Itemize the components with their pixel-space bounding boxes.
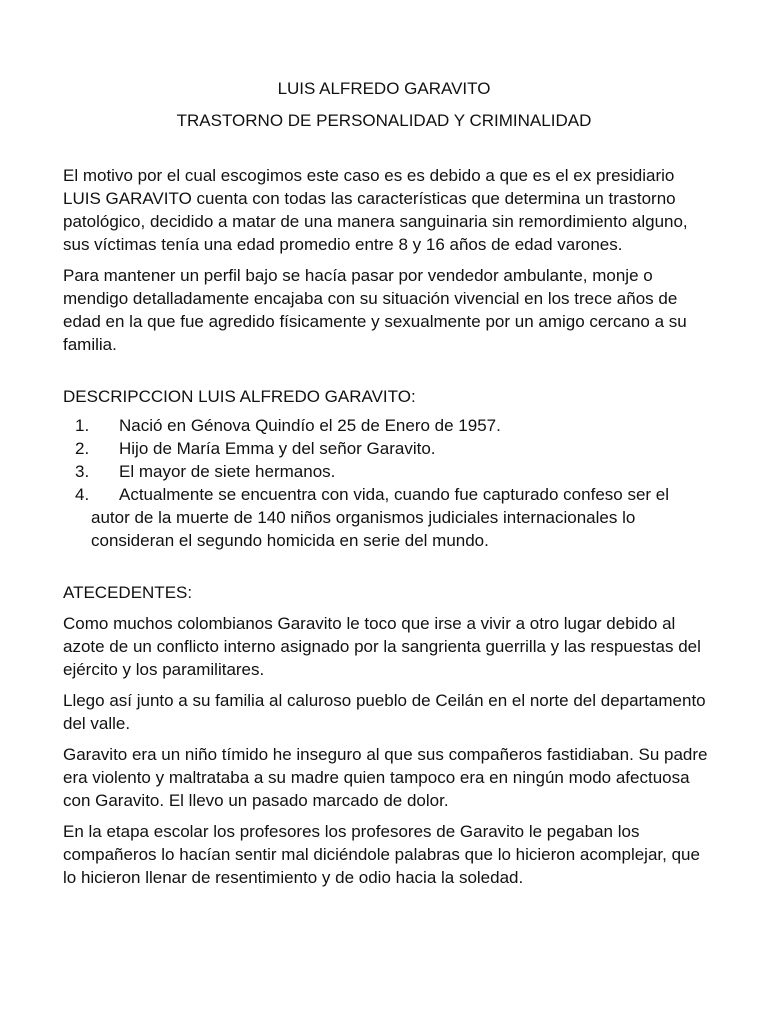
title-block — [0, 77, 768, 132]
background-paragraph-2: Llego así junto a su familia al caluroso pueblo de Ceilán en el norte del departamento del valle. — [63, 691, 706, 733]
list-item-number: 2. — [75, 439, 90, 458]
background-paragraph-3: Garavito era un niño tímido he inseguro al que sus compañeros fastidiaban. Su padre era violento y maltrataba a su madre quien tampoco era en ningún modo afectuosa con Garavito. El llevo un pasado marcado de dolor. — [63, 745, 708, 810]
background-heading: ATECEDENTES: — [63, 583, 193, 602]
list-item — [63, 460, 713, 483]
document-subtitle: TRASTORNO DE PERSONALIDAD Y CRIMINALIDAD — [176, 111, 592, 130]
list-item-text-first: Actualmente se encuentra con vida, cuando fue capturado confeso ser el — [119, 485, 670, 504]
description-list — [63, 414, 713, 552]
list-item — [63, 414, 713, 437]
description-heading: DESCRIPCCION LUIS ALFREDO GARAVITO: — [63, 387, 416, 406]
list-item-text: Nació en Génova Quindío el 25 de Enero de 1957. — [119, 416, 501, 435]
background-paragraph-4: En la etapa escolar los profesores los profesores de Garavito le pegaban los compañeros lo hacían sentir mal diciéndole palabras que lo hicieron acomplejar, que lo hicieron llenar de resentimiento y de odio hacia la soledad. — [63, 822, 700, 887]
list-item-number: 3. — [75, 462, 90, 481]
intro-paragraph-2: Para mantener un perfil bajo se hacía pasar por vendedor ambulante, monje o mendigo detalladamente encajaba con su situación vivencial en los trece años de edad en la que fue agredido físicamente y sexualmente por un amigo cercano a su familia. — [63, 266, 687, 354]
intro-paragraph-1: El motivo por el cual escogimos este caso es es debido a que es el ex presidiario LUIS GARAVITO cuenta con todas las características que determina un trastorno patológico, decidido a matar de una manera sanguinaria sin remordimiento alguno, sus víctimas tenía una edad promedio entre 8 y 16 años de edad varones. — [63, 166, 688, 254]
list-item-number: 1. — [75, 416, 90, 435]
list-item — [63, 437, 713, 460]
list-item-text: El mayor de siete hermanos. — [119, 462, 336, 481]
list-item — [63, 483, 713, 552]
document-title: LUIS ALFREDO GARAVITO — [277, 79, 491, 98]
list-item-number: 4. — [75, 485, 90, 504]
document-body — [63, 164, 713, 889]
list-item-text-rest: autor de la muerte de 140 niños organismos judiciales internacionales lo consideran el segundo homicida en serie del mundo. — [91, 508, 636, 550]
list-item-text: Hijo de María Emma y del señor Garavito. — [119, 439, 436, 458]
background-paragraph-1: Como muchos colombianos Garavito le toco que irse a vivir a otro lugar debido al azote de un conflicto interno asignado por la sangrienta guerrilla y las respuestas del ejército y los paramilitares. — [63, 614, 701, 679]
